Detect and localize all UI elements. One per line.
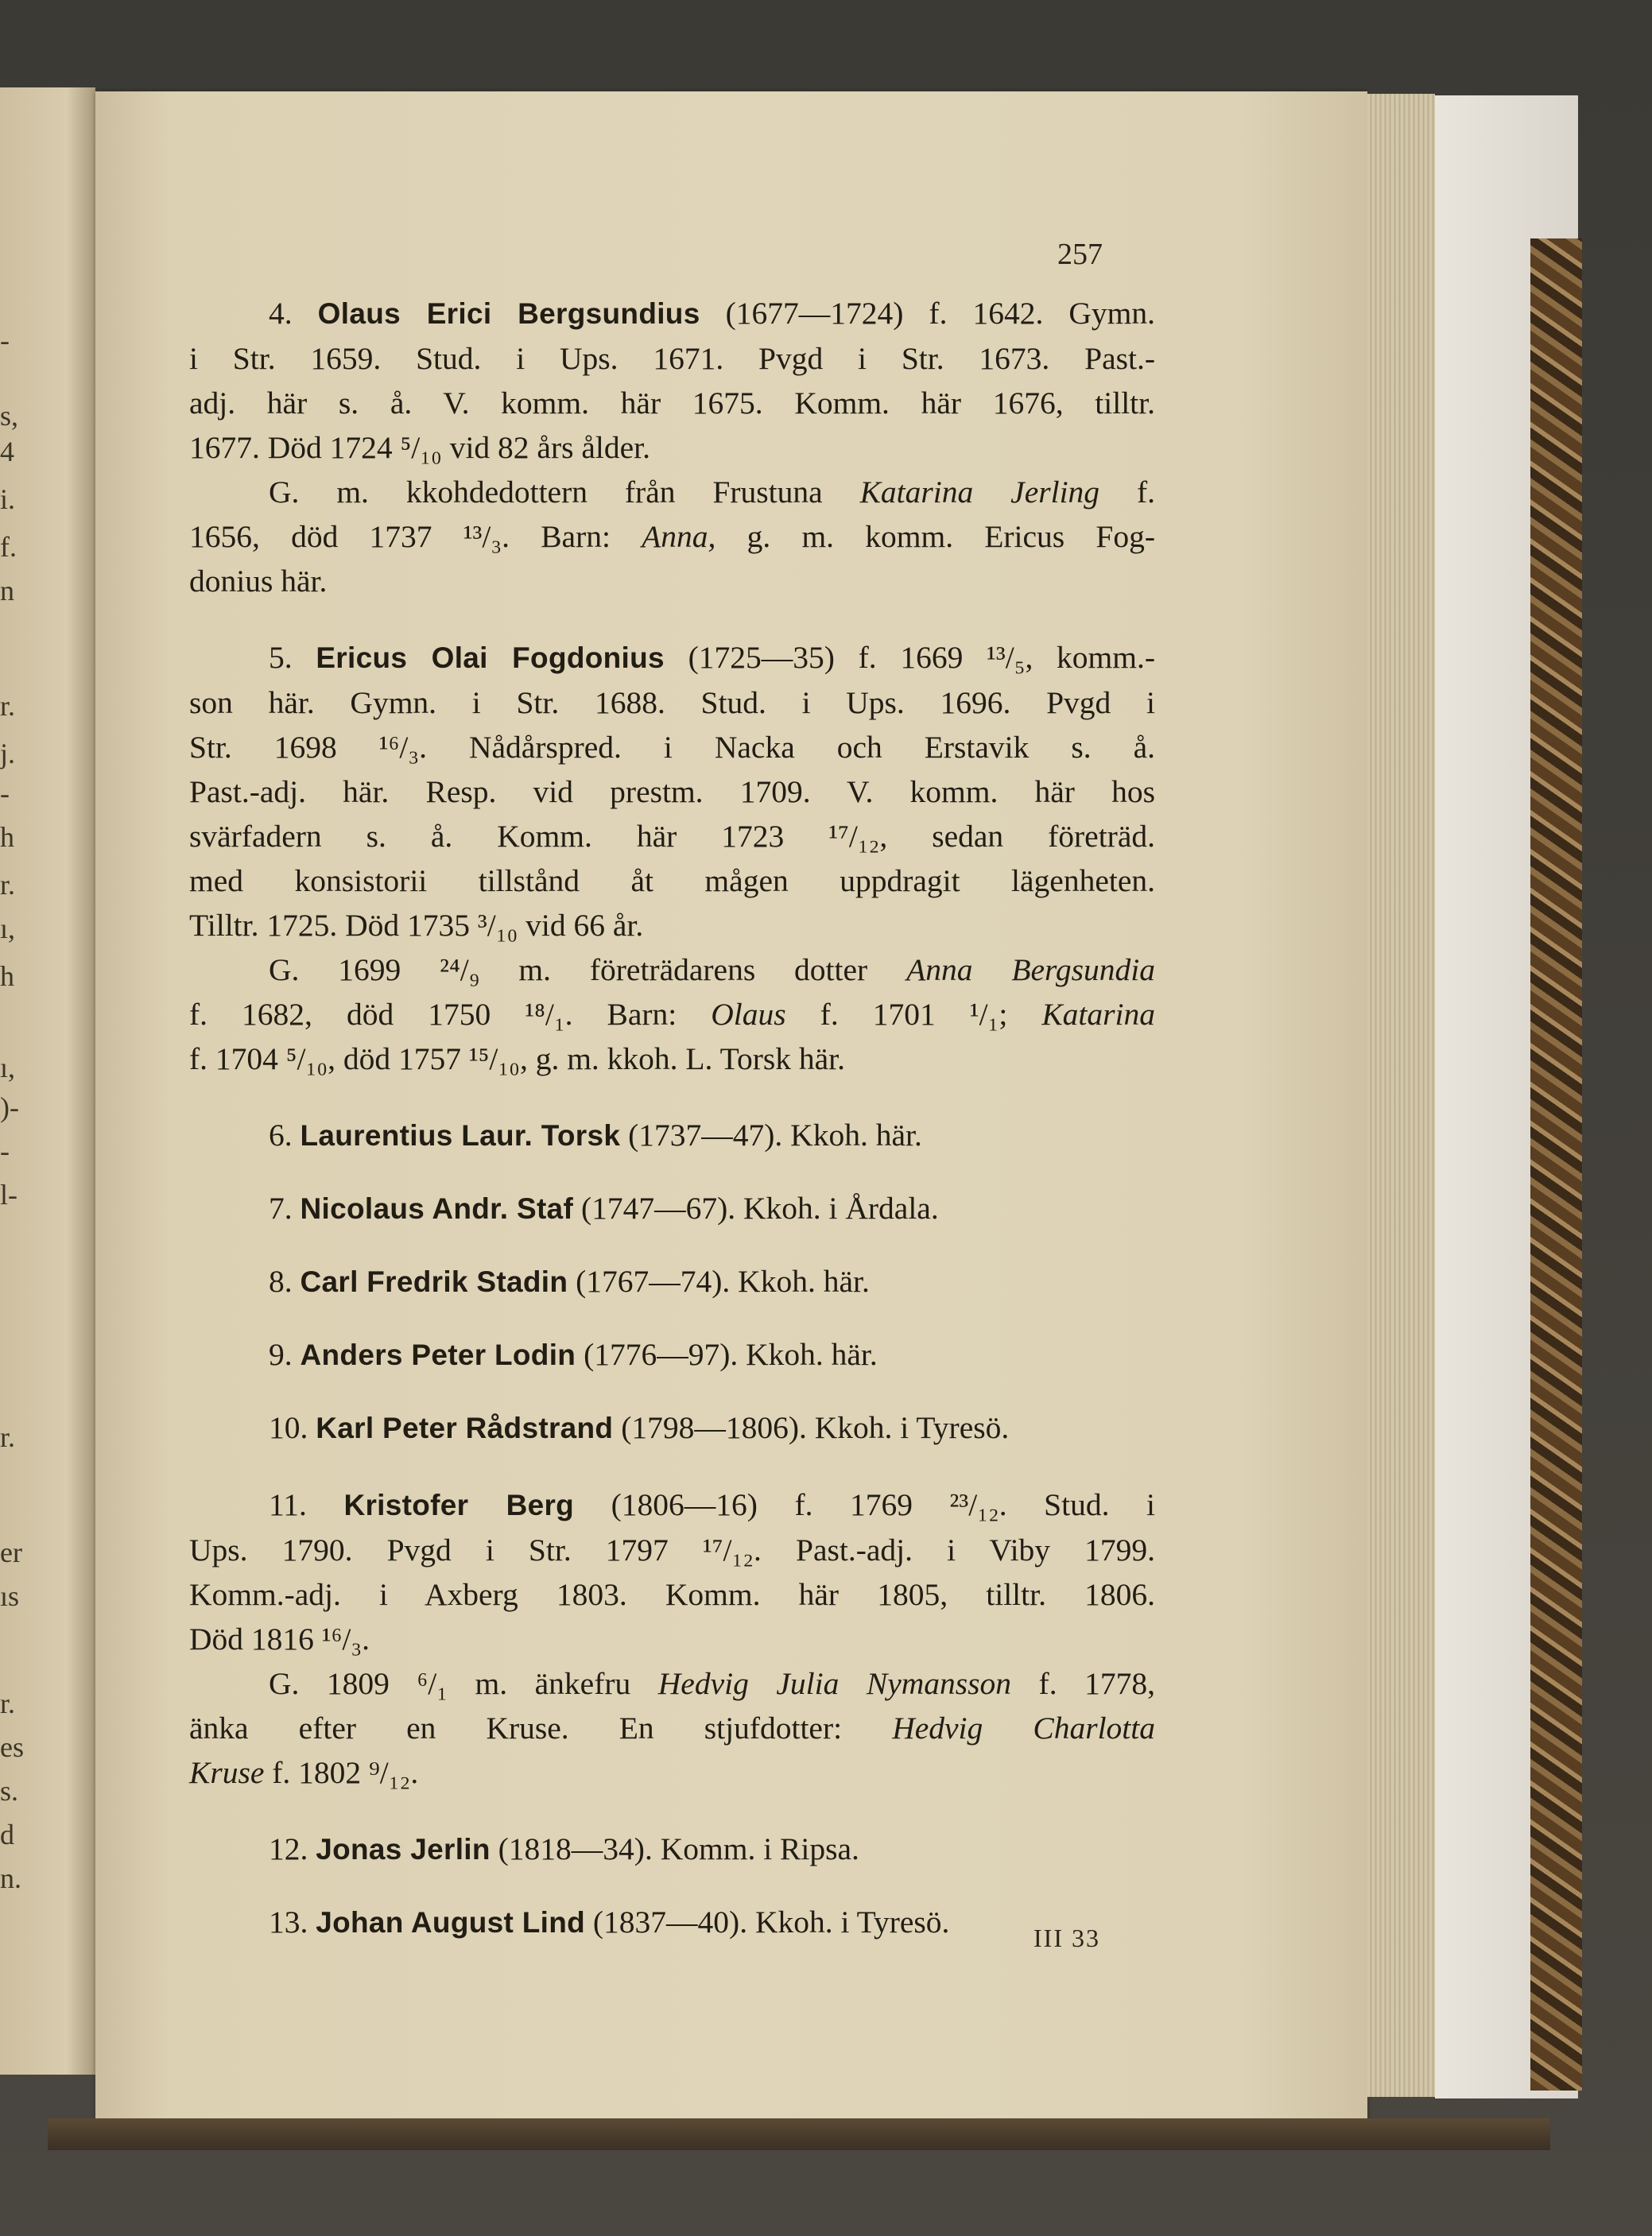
entry-line: svärfadern s. å. Komm. här 1723 ¹⁷/₁₂, sedan företräd. xyxy=(189,819,1155,854)
marriage-line: f. 1704 ⁵/₁₀, död 1757 ¹⁵/₁₀, g. m. kkoh. L. Torsk här. xyxy=(189,1041,845,1076)
entry-4 xyxy=(189,291,1155,603)
entry-5 xyxy=(189,635,1155,1081)
entry-line: med konsistorii tillstånd åt mågen uppdragit lägenheten. xyxy=(189,863,1155,898)
entry-number: 7. xyxy=(269,1191,293,1226)
entry-number: 5. xyxy=(269,640,293,675)
margin-fragment: r. xyxy=(0,1421,16,1453)
entry-line: adj. här s. å. V. komm. här 1675. Komm. här 1676, tilltr. xyxy=(189,386,1155,420)
entry-line: Komm.-adj. i Axberg 1803. Komm. här 1805, tilltr. 1806. xyxy=(189,1577,1155,1612)
entry-13 xyxy=(189,1900,1155,1945)
entry-11 xyxy=(189,1482,1155,1795)
margin-fragment: r. xyxy=(0,1688,16,1719)
marriage-text: f. 1682, död 1750 ¹⁸/₁. Barn: xyxy=(189,997,712,1032)
person-name: Kruse xyxy=(189,1755,265,1790)
entry-line xyxy=(189,1482,1155,1528)
entry-name: Olaus Erici Bergsundius xyxy=(317,297,700,330)
entry-line: i Str. 1659. Stud. i Ups. 1671. Pvgd i Str. 1673. Past.- xyxy=(189,341,1155,376)
margin-fragment: n. xyxy=(0,1862,21,1894)
marriage-text: G. 1699 ²⁴/₉ m. företrädarens dotter xyxy=(269,952,907,987)
person-name: Katarina xyxy=(1041,997,1155,1032)
margin-fragment: n xyxy=(0,575,14,606)
entry-name: Johan August Lind xyxy=(316,1906,586,1939)
entry-text: (1837—40). Kkoh. i Tyresö. xyxy=(592,1905,950,1940)
entry-8 xyxy=(189,1259,1155,1304)
entry-line: Ups. 1790. Pvgd i Str. 1797 ¹⁷/₁₂. Past.-adj. i Viby 1799. xyxy=(189,1533,1155,1568)
entry-name: Ericus Olai Fogdonius xyxy=(316,641,665,674)
marriage-text: g. m. komm. Ericus Fog- xyxy=(715,519,1155,554)
entry-number: 6. xyxy=(269,1118,293,1153)
marriage-text: 1656, död 1737 ¹³/₃. Barn: xyxy=(189,519,642,554)
entry-text: (1677—1724) f. 1642. Gymn. xyxy=(725,296,1156,331)
margin-fragment: er xyxy=(0,1537,22,1568)
entry-text: (1767—74). Kkoh. här. xyxy=(576,1264,870,1299)
entry-number: 8. xyxy=(269,1264,293,1299)
entry-name: Jonas Jerlin xyxy=(316,1833,491,1866)
margin-fragment: es xyxy=(0,1731,24,1763)
entry-number: 13. xyxy=(269,1905,308,1940)
marriage-line xyxy=(189,470,1155,514)
margin-fragment: r. xyxy=(0,869,16,901)
margin-fragment: 4 xyxy=(0,436,14,467)
entry-line: 1677. Död 1724 ⁵/₁₀ vid 82 års ålder. xyxy=(189,430,650,465)
margin-fragment: s. xyxy=(0,1775,19,1807)
person-name: Katarina Jerling xyxy=(859,475,1100,510)
entry-text: (1747—67). Kkoh. i Årdala. xyxy=(580,1191,939,1226)
margin-fragment: ı, xyxy=(0,913,16,944)
book-bottom-edge xyxy=(48,2118,1550,2150)
person-name: Hedvig Charlotta xyxy=(892,1711,1155,1746)
entry-7 xyxy=(189,1186,1155,1231)
margin-fragment: h xyxy=(0,960,14,992)
entry-text: (1798—1806). Kkoh. i Tyresö. xyxy=(621,1410,1010,1445)
entry-line: Past.-adj. här. Resp. vid prestm. 1709. V. komm. här hos xyxy=(189,774,1155,809)
entry-number: 10. xyxy=(269,1410,308,1445)
entry-name: Anders Peter Lodin xyxy=(300,1339,576,1371)
marriage-text: änka efter en Kruse. En stjufdotter: xyxy=(189,1711,893,1746)
margin-fragment: s, xyxy=(0,400,19,432)
entry-name: Carl Fredrik Stadin xyxy=(300,1265,568,1298)
left-page-edge xyxy=(0,87,95,2075)
margin-fragment: r. xyxy=(0,690,16,722)
margin-fragment: ıs xyxy=(0,1580,20,1612)
margin-fragment: d xyxy=(0,1819,14,1850)
person-name: Olaus xyxy=(711,997,786,1032)
entry-name: Kristofer Berg xyxy=(343,1489,575,1521)
page-stack-edges xyxy=(1367,94,1435,2097)
margin-fragment: i. xyxy=(0,483,16,515)
page-text xyxy=(189,291,1155,1945)
margin-fragment: l- xyxy=(0,1179,17,1211)
entry-9 xyxy=(189,1332,1155,1378)
marriage-text: f. 1802 ⁹/₁₂. xyxy=(264,1755,419,1790)
marriage-line xyxy=(189,992,1155,1037)
entry-text: (1776—97). Kkoh. här. xyxy=(584,1337,878,1372)
margin-fragment: - xyxy=(0,777,10,809)
marriage-line xyxy=(189,1750,1155,1795)
entry-number: 9. xyxy=(269,1337,293,1372)
margin-fragment: f. xyxy=(0,531,17,563)
margin-fragment: h xyxy=(0,821,14,853)
entry-line: son här. Gymn. i Str. 1688. Stud. i Ups. 1696. Pvgd i xyxy=(189,685,1155,720)
entry-line: Död 1816 ¹⁶/₃. xyxy=(189,1622,370,1657)
entry-line xyxy=(189,635,1155,680)
entry-line xyxy=(189,291,1155,336)
entry-10 xyxy=(189,1405,1155,1451)
entry-text: (1818—34). Komm. i Ripsa. xyxy=(498,1831,859,1866)
margin-fragment: - xyxy=(0,1135,10,1167)
entry-number: 4. xyxy=(269,296,293,331)
entry-name: Karl Peter Rådstrand xyxy=(316,1412,614,1444)
entry-text: (1737—47). Kkoh. här. xyxy=(628,1118,922,1153)
marbled-cover xyxy=(1530,238,1582,2091)
marriage-line xyxy=(189,1706,1155,1750)
marriage-text: f. 1778, xyxy=(1011,1666,1155,1701)
entry-number: 12. xyxy=(269,1831,308,1866)
marriage-text: f. 1701 ¹/₁; xyxy=(785,997,1042,1032)
marriage-line xyxy=(189,1661,1155,1706)
entry-name: Laurentius Laur. Torsk xyxy=(300,1119,621,1152)
entry-text: (1725—35) f. 1669 ¹³/₅, komm.- xyxy=(688,640,1156,675)
marriage-text: f. xyxy=(1099,475,1155,510)
person-name: Anna, xyxy=(642,519,716,554)
person-name: Hedvig Julia Nymansson xyxy=(657,1666,1012,1701)
marriage-text: G. m. kkohdedottern från Frustuna xyxy=(269,475,860,510)
margin-fragment: ı, xyxy=(0,1052,16,1083)
margin-fragment: )- xyxy=(0,1091,19,1123)
marriage-line: donius här. xyxy=(189,564,328,599)
entry-line: Tilltr. 1725. Död 1735 ³/₁₀ vid 66 år. xyxy=(189,908,644,943)
entry-line: Str. 1698 ¹⁶/₃. Nådårspred. i Nacka och Erstavik s. å. xyxy=(189,730,1155,765)
marriage-text: G. 1809 ⁶/₁ m. änkefru xyxy=(269,1666,658,1701)
margin-fragment: - xyxy=(0,324,10,356)
signature-mark: III 33 xyxy=(1033,1924,1100,1952)
entry-12 xyxy=(189,1827,1155,1872)
entry-name: Nicolaus Andr. Staf xyxy=(300,1192,574,1225)
margin-fragment: j. xyxy=(0,738,16,769)
entry-text: (1806—16) f. 1769 ²³/₁₂. Stud. i xyxy=(611,1487,1155,1522)
marriage-line xyxy=(189,947,1155,992)
entry-number: 11. xyxy=(269,1487,307,1522)
entry-6 xyxy=(189,1113,1155,1158)
page-number: 257 xyxy=(1057,238,1103,271)
person-name: Anna Bergsundia xyxy=(906,952,1155,987)
marriage-line xyxy=(189,514,1155,559)
